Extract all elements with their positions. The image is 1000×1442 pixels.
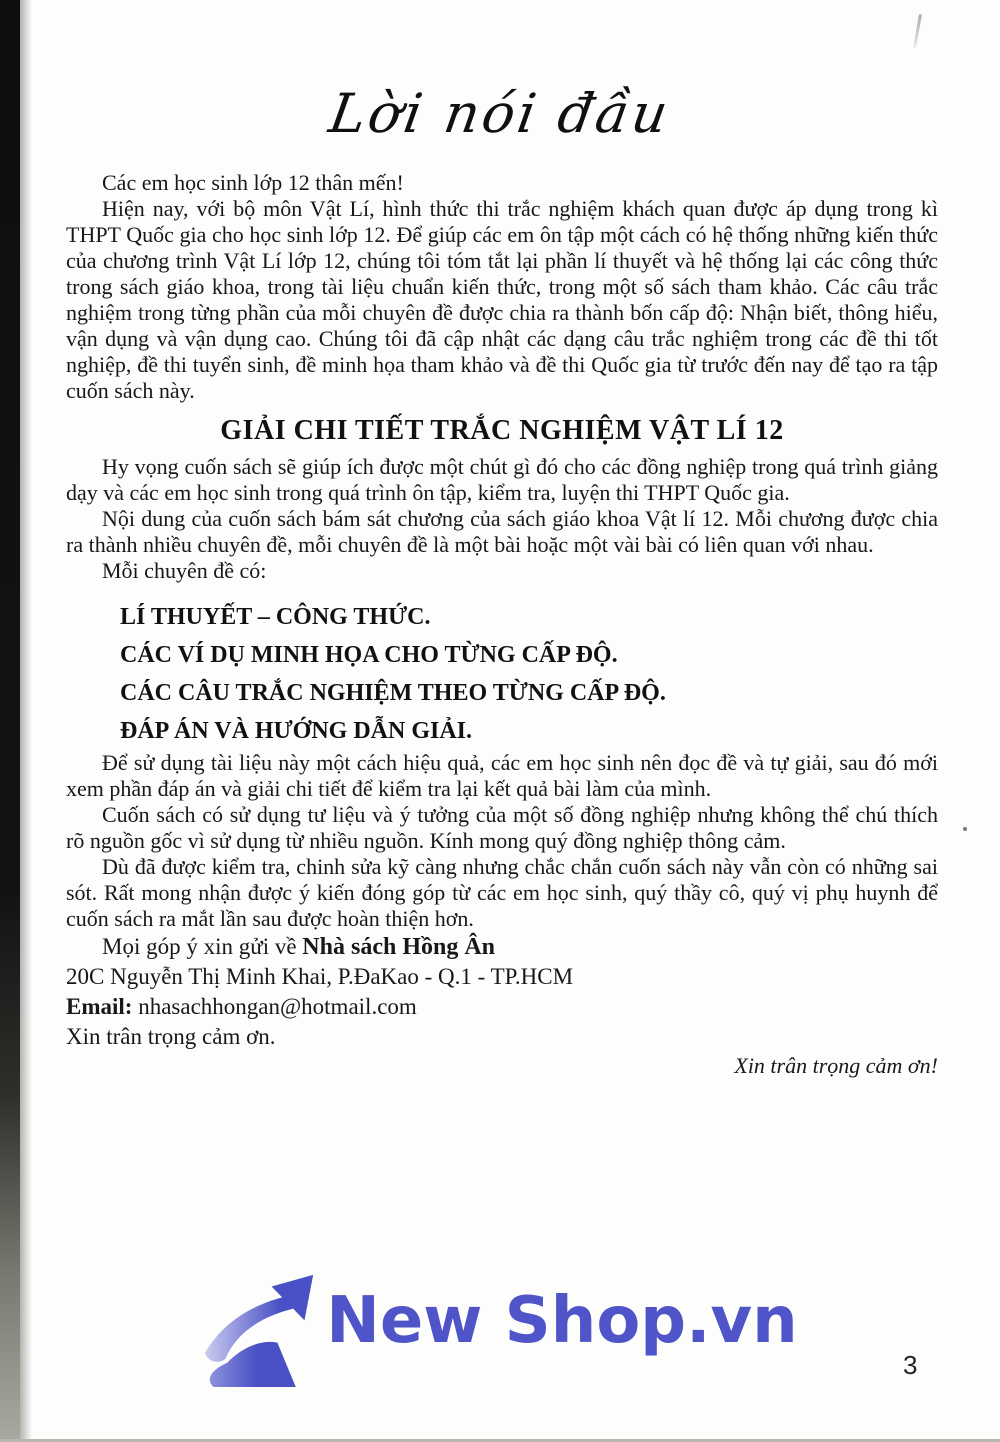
feature-item: ĐÁP ÁN VÀ HƯỚNG DẪN GIẢI. — [120, 718, 473, 744]
errata-paragraph: Dù đã được kiểm tra, chinh sửa kỹ càng nhưng chắc chắn cuốn sách này vẫn còn có những sai sót. Rất mong nhận được ý kiến đóng góp từ các em học sinh, quý thầy cô, quý vị phụ huynh để cuốn sách ra mắt lần sau được hoàn thiện hơn. — [66, 854, 938, 931]
page-title — [0, 82, 1000, 145]
hope-paragraph: Hy vọng cuốn sách sẽ giúp ích được một chút gì đó cho các đồng nghiệp trong quá trình giảng dạy và các em học sinh trong quá trình ôn tập, kiểm tra, luyện thi THPT Quốc gia. — [66, 454, 938, 505]
intro-paragraph: Hiện nay, với bộ môn Vật Lí, hình thức thi trắc nghiệm khách quan được áp dụng trong kì THPT Quốc gia cho học sinh lớp 12. Để giúp các em ôn tập một cách có hệ thống những kiến thức của chương trình Vật Lí lớp 12, chúng tôi tóm tắt lại phần lí thuyết và hệ thống lại các công thức trong sách giáo khoa, trong tài liệu chuẩn kiến thức, trong một số sách tham khảo. Các câu trắc nghiệm trong từng phần của mỗi chuyên đề được chia ra thành bốn cấp độ: Nhận biết, thông hiểu, vận dụng và vận dụng cao. Chúng tôi đã cập nhật các dạng câu trắc nghiệm trong các đề thi tốt nghiệp, đề thi tuyển sinh, đề minh họa tham khảo và đề thi Quốc gia từ trước đến nay để tạo ra tập cuốn sách này. — [66, 196, 938, 403]
book-title-heading: GIẢI CHI TIẾT TRẮC NGHIỆM VẬT LÍ 12 — [220, 415, 784, 446]
feedback-lead-text: Mọi góp ý xin gửi về — [102, 934, 303, 959]
address-line: 20C Nguyễn Thị Minh Khai, P.ĐaKao - Q.1 - TP.HCM — [66, 964, 574, 989]
feature-item: CÁC VÍ DỤ MINH HỌA CHO TỪNG CẤP ĐỘ. — [120, 642, 618, 668]
page-number: 3 — [903, 1350, 918, 1380]
feedback-line — [66, 932, 938, 962]
scan-binding-shadow — [20, 0, 32, 1442]
scan-dot-artifact — [963, 827, 967, 831]
salutation-line: Các em học sinh lớp 12 thân mến! — [102, 170, 404, 195]
email-line — [66, 992, 938, 1022]
each-topic-line: Mỗi chuyên đề có: — [102, 558, 267, 583]
scan-smudge-artifact — [913, 14, 922, 48]
usage-paragraph: Để sử dụng tài liệu này một cách hiệu quả, các em học sinh nên đọc đề và tự giải, sau đó mới xem phần đáp án và giải chi tiết để kiểm tra lại kết quả bài làm của mình. — [66, 750, 938, 801]
page-title-text: Lời nói đầu — [325, 82, 675, 145]
scan-binding-strip — [0, 0, 20, 1442]
newshop-logo-text: New Shop.vn — [326, 1284, 798, 1358]
thanks-line: Xin trân trọng cảm ơn. — [66, 1024, 276, 1049]
structure-paragraph: Nội dung của cuốn sách bám sát chương của sách giáo khoa Vật lí 12. Mỗi chương được chia ra thành nhiều chuyên đề, mỗi chuyên đề là một bài hoặc một vài bài có liên quan với nhau. — [66, 506, 938, 557]
feature-item: LÍ THUYẾT – CÔNG THỨC. — [120, 604, 431, 630]
feature-item: CÁC CÂU TRẮC NGHIỆM THEO TỪNG CẤP ĐỘ. — [120, 680, 666, 706]
publisher-name: Nhà sách Hồng Ân — [302, 934, 496, 960]
newshop-logo — [0, 1262, 1000, 1390]
feature-list — [120, 598, 938, 750]
up-right-arrow-icon — [202, 1270, 318, 1390]
email-label: Email: — [66, 994, 133, 1019]
thanks-signoff-italic: Xin trân trọng cảm ơn! — [734, 1053, 938, 1078]
email-address: nhasachhongan@hotmail.com — [138, 994, 417, 1019]
sources-paragraph: Cuốn sách có sử dụng tư liệu và ý tưởng của một số đồng nghiệp nhưng không thể chú thích rõ nguồn gốc vì sử dụng từ nhiều nguồn. Kính mong quý đồng nghiệp thông cảm. — [66, 802, 938, 853]
foreword-body — [66, 170, 938, 1080]
